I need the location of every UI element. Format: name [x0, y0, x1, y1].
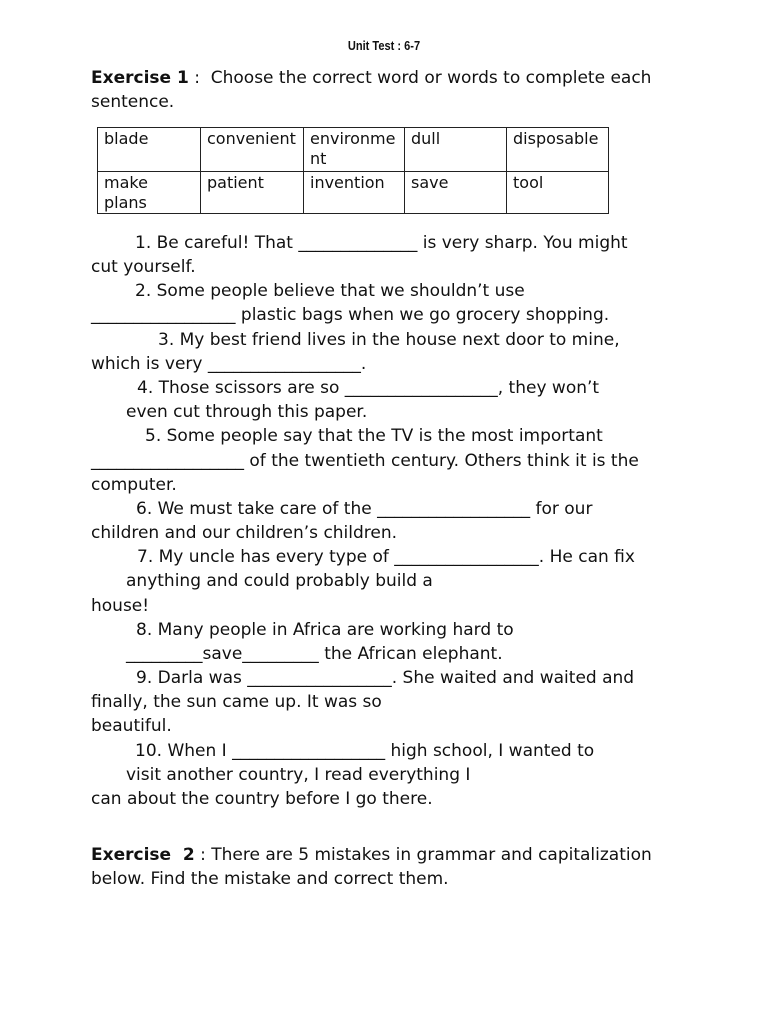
- word-box-cell: convenient: [201, 128, 304, 172]
- word-box-row: [98, 172, 609, 214]
- sentence-line: which is very __________________.: [91, 354, 367, 374]
- exercise-2-instruction: There are 5 mistakes in grammar and capitalization: [211, 845, 652, 865]
- sentence-line: 3. My best friend lives in the house next door to mine,: [158, 330, 620, 350]
- sentence-line: beautiful.: [91, 716, 172, 736]
- sentence-line: 10. When I __________________ high school, I wanted to: [135, 741, 595, 761]
- exercise-2-separator: :: [194, 845, 212, 865]
- sentence-line: cut yourself.: [91, 257, 196, 277]
- sentence-line: 4. Those scissors are so __________________, they won’t: [137, 378, 600, 398]
- sentence-line: _________save_________ the African elephant.: [126, 644, 503, 664]
- sentence-line: anything and could probably build a: [126, 571, 433, 591]
- exercise-1-separator: :: [188, 68, 211, 88]
- sentence-line: 1. Be careful! That ______________ is very sharp. You might: [135, 233, 628, 253]
- word-box-cell: make plans: [98, 172, 201, 214]
- sentence-line: 6. We must take care of the __________________ for our: [136, 499, 593, 519]
- word-box-table: [97, 127, 609, 214]
- word-box-row: [98, 128, 609, 172]
- sentence-line: _________________ plastic bags when we go grocery shopping.: [91, 305, 610, 325]
- exercise-2-instruction-cont: below. Find the mistake and correct them.: [91, 869, 449, 889]
- sentence-line: even cut through this paper.: [126, 402, 368, 422]
- sentence-line: house!: [91, 596, 150, 616]
- sentence-line: computer.: [91, 475, 177, 495]
- sentence-line: 8. Many people in Africa are working hard to: [136, 620, 514, 640]
- sentence-line: 9. Darla was _________________. She waited and waited and: [136, 668, 635, 688]
- sentence-line: visit another country, I read everything I: [126, 765, 471, 785]
- sentence-line: finally, the sun came up. It was so: [91, 692, 382, 712]
- word-box-cell: tool: [507, 172, 609, 214]
- exercise-2-label: Exercise 2: [91, 845, 195, 865]
- word-box-cell: dull: [405, 128, 507, 172]
- word-box-cell: invention: [304, 172, 405, 214]
- exercise-1-instruction: Choose the correct word or words to complete each: [210, 68, 652, 88]
- sentence-line: 2. Some people believe that we shouldn’t use: [135, 281, 525, 301]
- exercise-2-header: [91, 843, 691, 891]
- word-box-cell: blade: [98, 128, 201, 172]
- sentence-line: 7. My uncle has every type of _________________. He can fix: [137, 547, 635, 567]
- word-box-cell: disposable: [507, 128, 609, 172]
- sentence-line: __________________ of the twentieth century. Others think it is the: [91, 451, 639, 471]
- word-box-cell: patient: [201, 172, 304, 214]
- exercise-1-label: Exercise 1: [91, 68, 189, 88]
- sentence-line: 5. Some people say that the TV is the most important: [145, 426, 603, 446]
- sentence-line: children and our children’s children.: [91, 523, 398, 543]
- exercise-1-instruction-cont: sentence.: [91, 92, 175, 112]
- sentence-line: can about the country before I go there.: [91, 789, 433, 809]
- word-box-cell: save: [405, 172, 507, 214]
- exercise-1-header: [91, 66, 691, 114]
- word-box-cell: environment: [304, 128, 405, 172]
- page-title: Unit Test : 6-7: [347, 38, 421, 53]
